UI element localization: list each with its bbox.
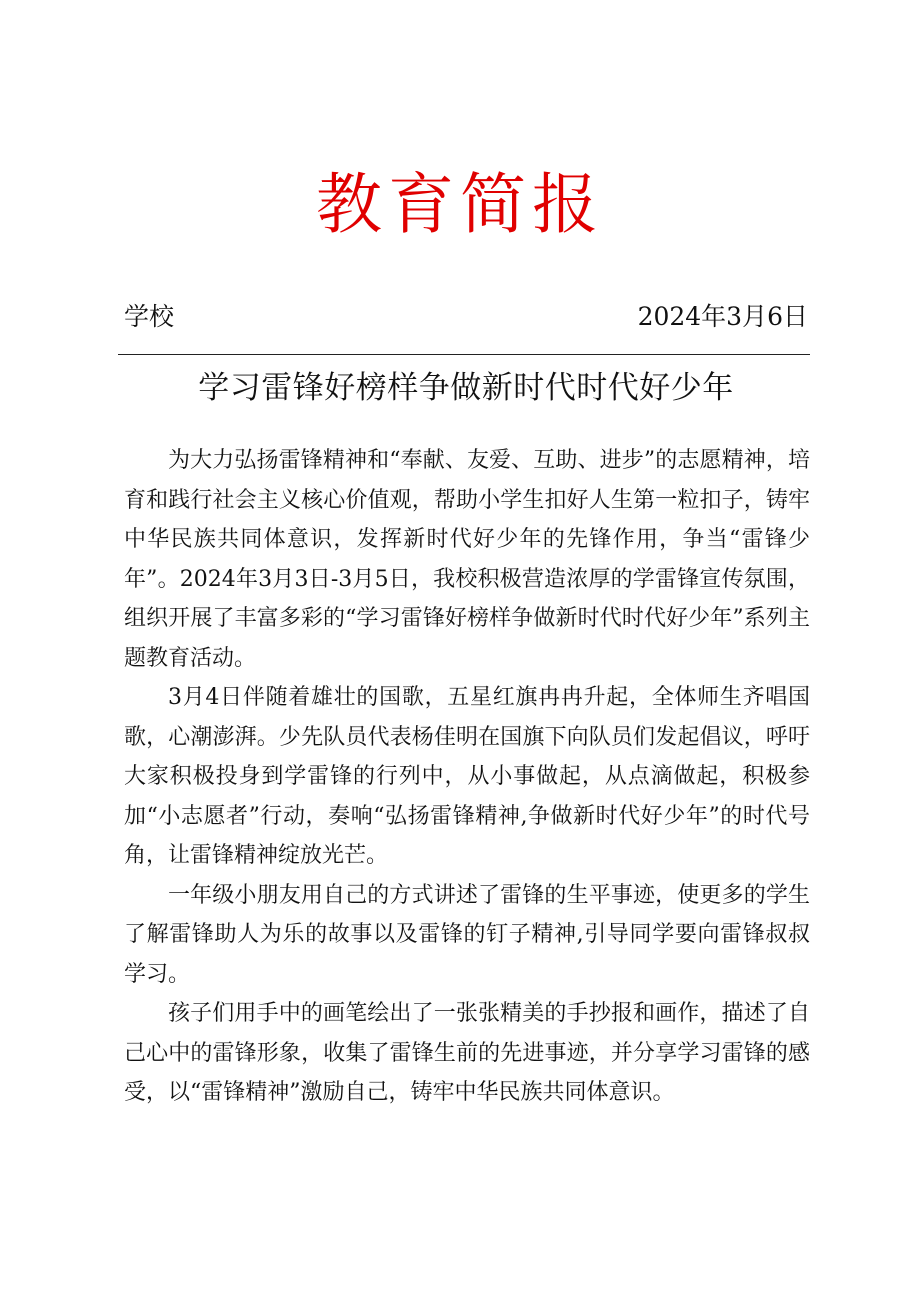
article-headline: 学习雷锋好榜样争做新时代时代好少年 (198, 370, 734, 406)
meta-row (124, 300, 808, 334)
paragraph-1: 为大力弘扬雷锋精神和“奉献、友爱、互助、进步”的志愿精神，培育和践行社会主义核心价值观，帮助小学生扣好人生第一粒扣子，铸牢中华民族共同体意识，发挥新时代好少年的先锋作用，争当“雷锋少年”。2024年3月3日-3月5日，我校积极营造浓厚的学雷锋宣传氛围，组织开展了丰富多彩的“学习雷锋好榜样争做新时代时代好少年”系列主题教育活动。 (124, 448, 810, 671)
masthead-title: 教育简报 (316, 166, 604, 243)
article-body (124, 441, 810, 1113)
school-name: 学校 (124, 302, 175, 331)
paragraph-3: 一年级小朋友用自己的方式讲述了雷锋的生平事迹，使更多的学生了解雷锋助人为乐的故事以及雷锋的钉子精神,引导同学要向雷锋叔叔学习。 (124, 882, 810, 987)
header-divider (118, 354, 810, 355)
paragraph-4: 孩子们用手中的画笔绘出了一张张精美的手抄报和画作，描述了自己心中的雷锋形象，收集了雷锋生前的先进事迹，并分享学习雷锋的感受，以“雷锋精神”激励自己，铸牢中华民族共同体意识。 (124, 1001, 810, 1105)
issue-date: 2024年3月6日 (637, 302, 808, 331)
paragraph-2: 3月4日伴随着雄壮的国歌，五星红旗冉冉升起，全体师生齐唱国歌，心潮澎湃。少先队员代表杨佳明在国旗下向队员们发起倡议，呼吁大家积极投身到学雷锋的行列中，从小事做起，从点滴做起，积极参加“小志愿者”行动，奏响“弘扬雷锋精神,争做新时代好少年”的时代号角，让雷锋精神绽放光芒。 (124, 685, 810, 868)
